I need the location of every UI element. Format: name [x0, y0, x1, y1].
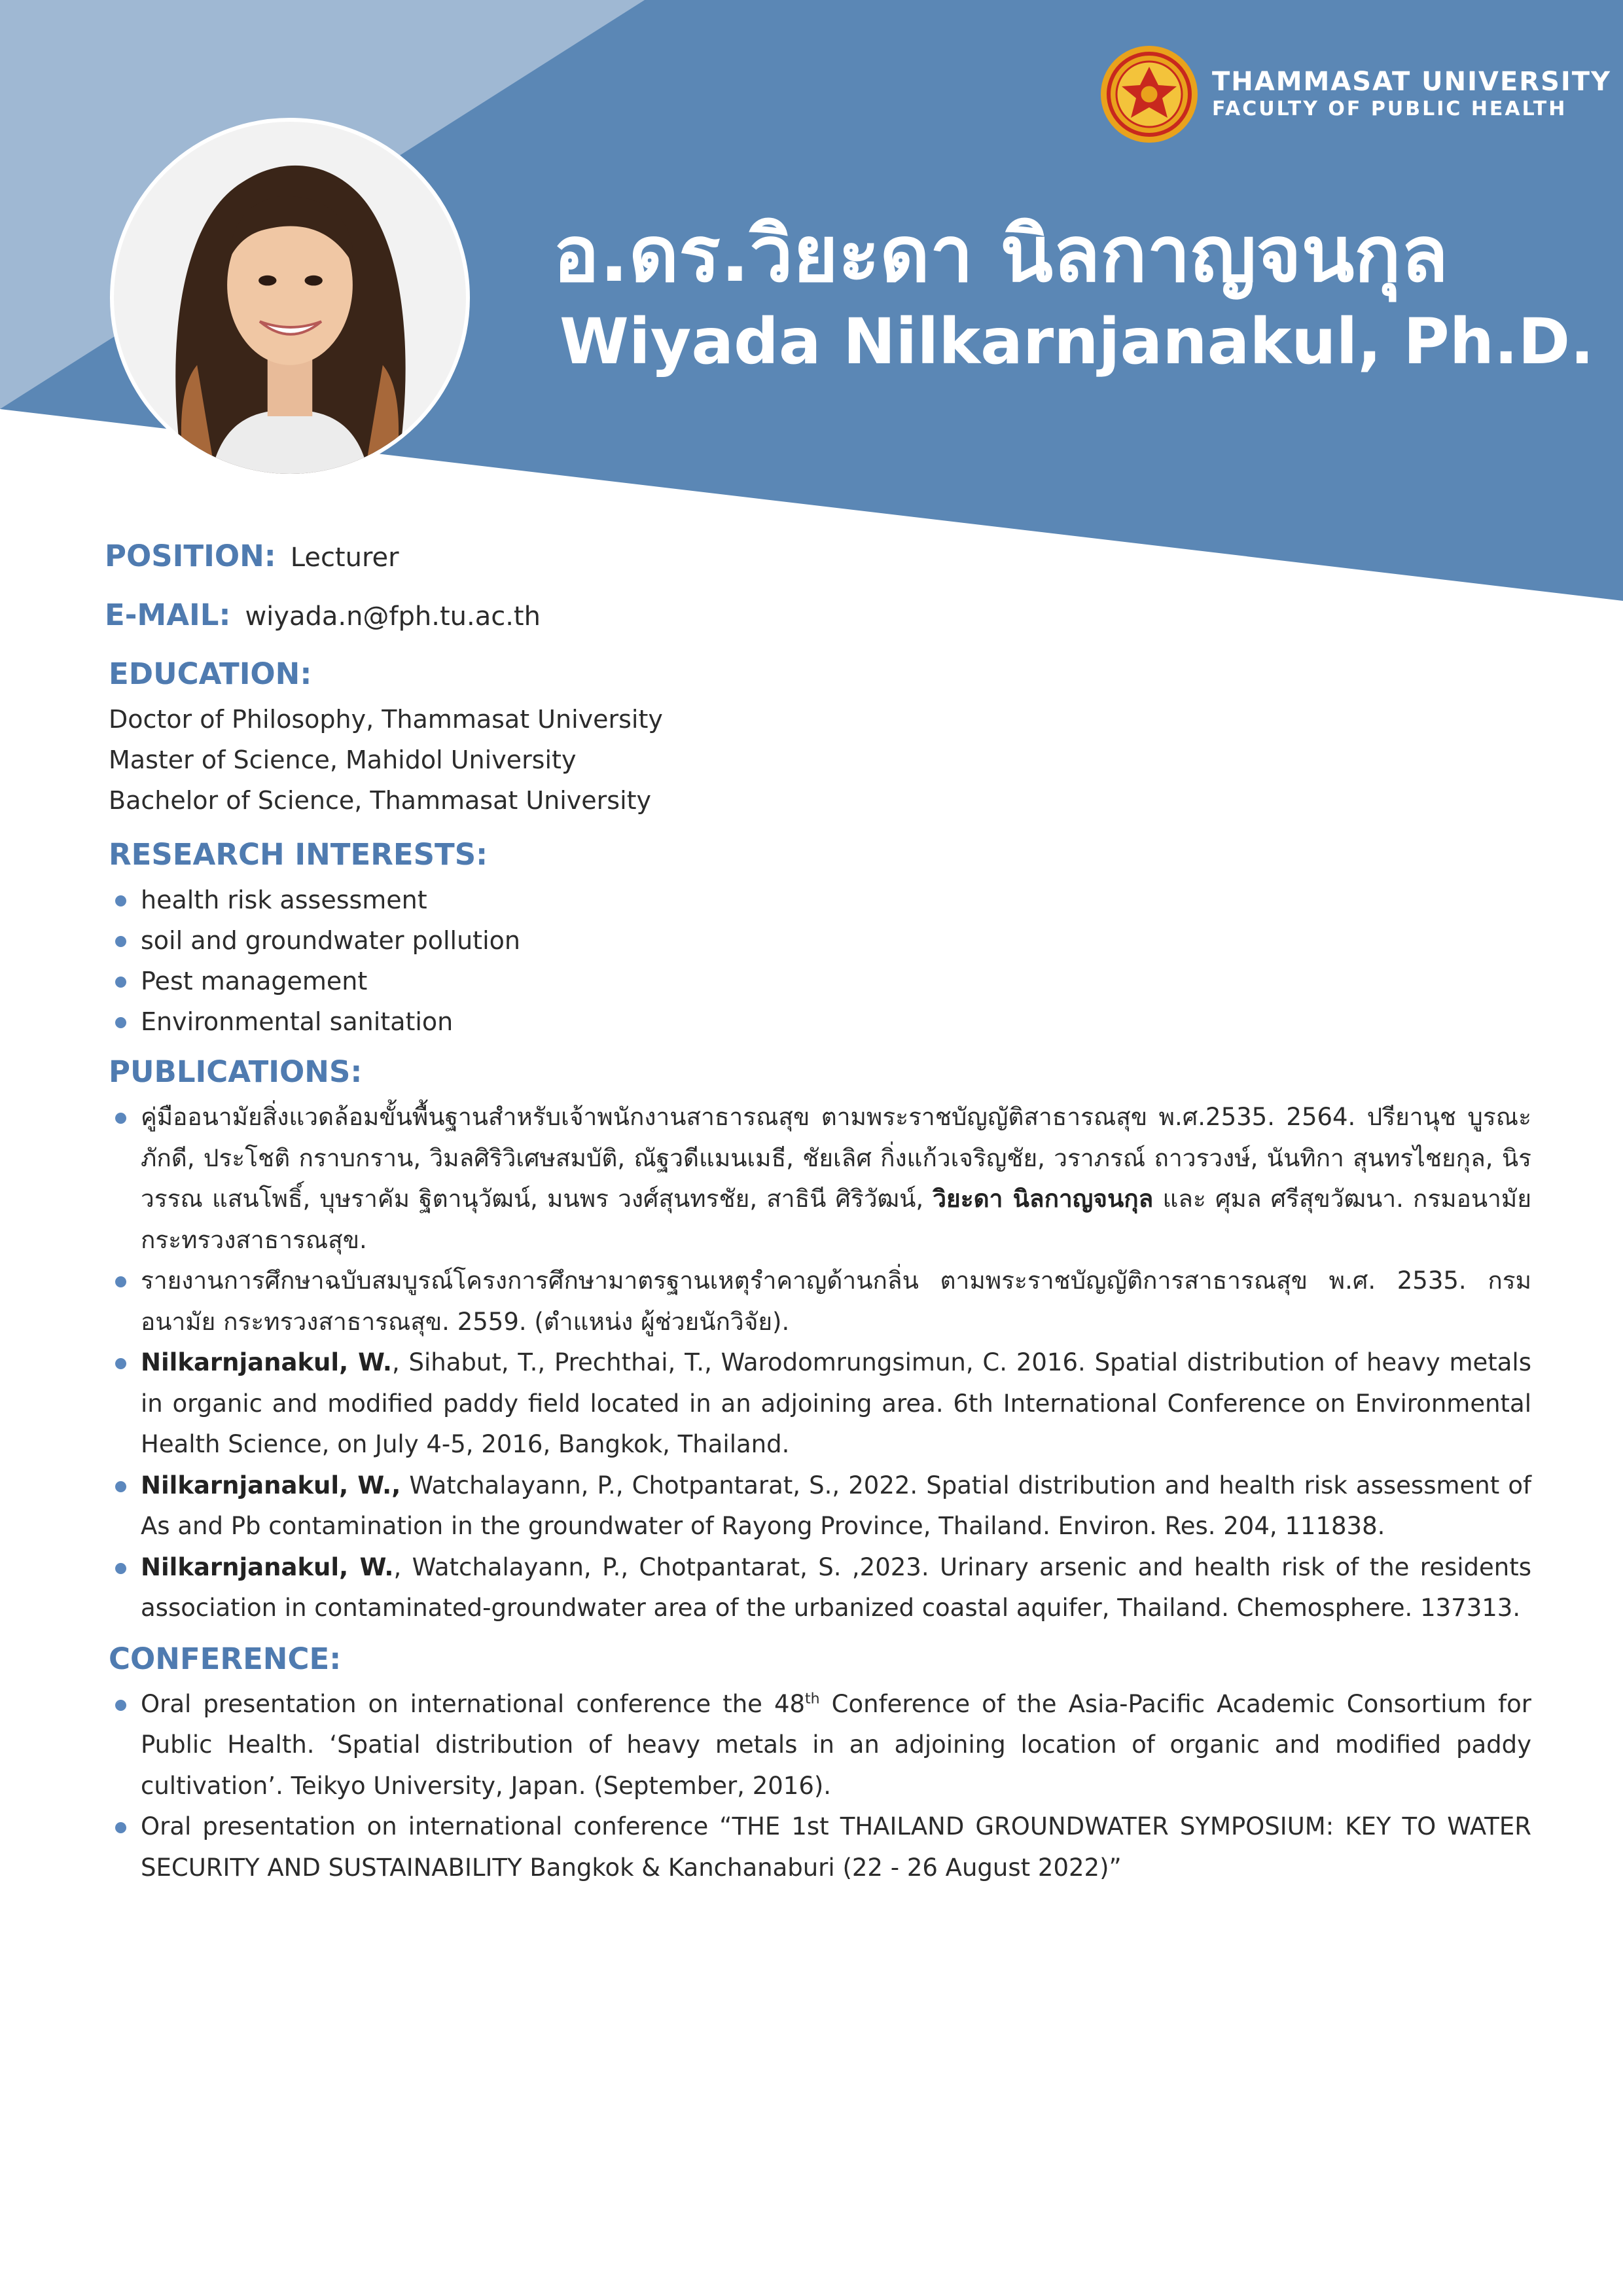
bullet-icon — [115, 1563, 126, 1574]
university-logo-block — [1099, 45, 1611, 144]
publications-list — [105, 1097, 1531, 1629]
publication-item: คู่มืออนามัยสิ่งแวดล้อมขั้นพื้นฐานสำหรับเจ้าพนักงานสาธารณสุข ตามพระราชบัญญัติสาธารณสุข พ.ศ.2535. 2564. ปรียานุช บูรณะภักดี, ประโชติ กราบกราน, วิมลศิริวิเศษสมบัติ, ณัฐวดีแมนเมธี, ชัยเลิศ กิ่งแก้วเจริญชัย, วราภรณ์ ถาวรวงษ์, นันทิกา สุนทรไชยกุล, นิรวรรณ แสนโพธิ์, บุษราคัม ฐิตานุวัฒน์, มนพร วงศ์สุนทรชัย, สาธินี ศิริวัฒน์, วิยะดา นิลกาญจนกุล และ ศุมล ศรีสุขวัฒนา. กรมอนามัย กระทรวงสาธารณสุข. — [105, 1097, 1531, 1261]
research-list — [105, 880, 1531, 1042]
publications-title: PUBLICATIONS: — [109, 1054, 363, 1089]
position-label: POSITION: — [105, 539, 276, 573]
bullet-icon — [115, 895, 126, 906]
publication-item: Nilkarnjanakul, W., Watchalayann, P., Chotpantarat, S. ,2023. Urinary arsenic and health risk of the residents association in contaminated-groundwater area of the urbanized coastal aquifer, Thailand. Chemosphere. 137313. — [105, 1547, 1531, 1629]
bullet-icon — [115, 1822, 126, 1833]
bullet-icon — [115, 1700, 126, 1711]
bullet-icon — [115, 1481, 126, 1492]
profile-photo — [110, 118, 470, 478]
email-label: E-MAIL: — [105, 598, 231, 632]
position-row — [105, 537, 1531, 577]
research-item: health risk assessment — [105, 880, 1531, 920]
conference-title: CONFERENCE: — [109, 1641, 342, 1676]
research-item: soil and groundwater pollution — [105, 920, 1531, 961]
publication-item: Nilkarnjanakul, W., Sihabut, T., Prechthai, T., Warodomrungsimun, C. 2016. Spatial distribution of heavy metals in organic and modified paddy field located in an adjoining area. 6th International Conference on Environmental Health Science, on July 4-5, 2016, Bangkok, Thailand. — [105, 1342, 1531, 1465]
bullet-icon — [115, 1113, 126, 1124]
name-thai: อ.ดร.วิยะดา นิลกาญจนกุล — [553, 209, 1449, 299]
university-name: THAMMASAT UNIVERSITY — [1212, 67, 1612, 97]
publication-item: รายงานการศึกษาฉบับสมบูรณ์โครงการศึกษามาตรฐานเหตุรำคาญด้านกลิ่น ตามพระราชบัญญัติการสาธารณสุข พ.ศ. 2535. กรมอนามัย กระทรวงสาธารณสุข. 2559. (ตำแหน่ง ผู้ช่วยนักวิจัย). — [105, 1261, 1531, 1342]
education-list — [105, 699, 1531, 821]
bullet-icon — [115, 1017, 126, 1028]
bullet-icon — [115, 936, 126, 947]
email-row — [105, 596, 1531, 636]
research-item: Environmental sanitation — [105, 1001, 1531, 1042]
education-item: Doctor of Philosophy, Thammasat University — [109, 705, 663, 734]
bullet-icon — [115, 977, 126, 988]
education-item: Master of Science, Mahidol University — [109, 745, 577, 774]
research-item: Pest management — [105, 961, 1531, 1001]
bullet-icon — [115, 1358, 126, 1369]
education-title: EDUCATION: — [109, 656, 312, 691]
research-title: RESEARCH INTERESTS: — [109, 837, 488, 872]
faculty-name: FACULTY OF PUBLIC HEALTH — [1212, 98, 1567, 120]
email-value[interactable]: wiyada.n@fph.tu.ac.th — [245, 601, 541, 632]
conference-list — [105, 1684, 1531, 1889]
publication-item: Nilkarnjanakul, W., Watchalayann, P., Chotpantarat, S., 2022. Spatial distribution and health risk assessment of As and Pb contamination in the groundwater of Rayong Province, Thailand. Environ. Res. 204, 111838. — [105, 1465, 1531, 1547]
conference-item: Oral presentation on international conference the 48th Conference of the Asia-Pacific Academic Consortium for Public Health. ‘Spatial distribution of heavy metals in an adjoining location of organic and modified paddy cultivation’. Teikyo University, Japan. (September, 2016). — [105, 1684, 1531, 1807]
bullet-icon — [115, 1276, 126, 1287]
profile-content — [105, 537, 1531, 1899]
education-item: Bachelor of Science, Thammasat University — [109, 786, 652, 815]
name-english: Wiyada Nilkarnjanakul, Ph.D. — [560, 305, 1594, 378]
position-value: Lecturer — [290, 543, 399, 573]
thammasat-seal-icon — [1099, 45, 1199, 144]
conference-item: Oral presentation on international conference “THE 1st THAILAND GROUNDWATER SYMPOSIUM: KEY TO WATER SECURITY AND SUSTAINABILITY Bangkok & Kanchanaburi (22 - 26 August 2022)” — [105, 1806, 1531, 1888]
